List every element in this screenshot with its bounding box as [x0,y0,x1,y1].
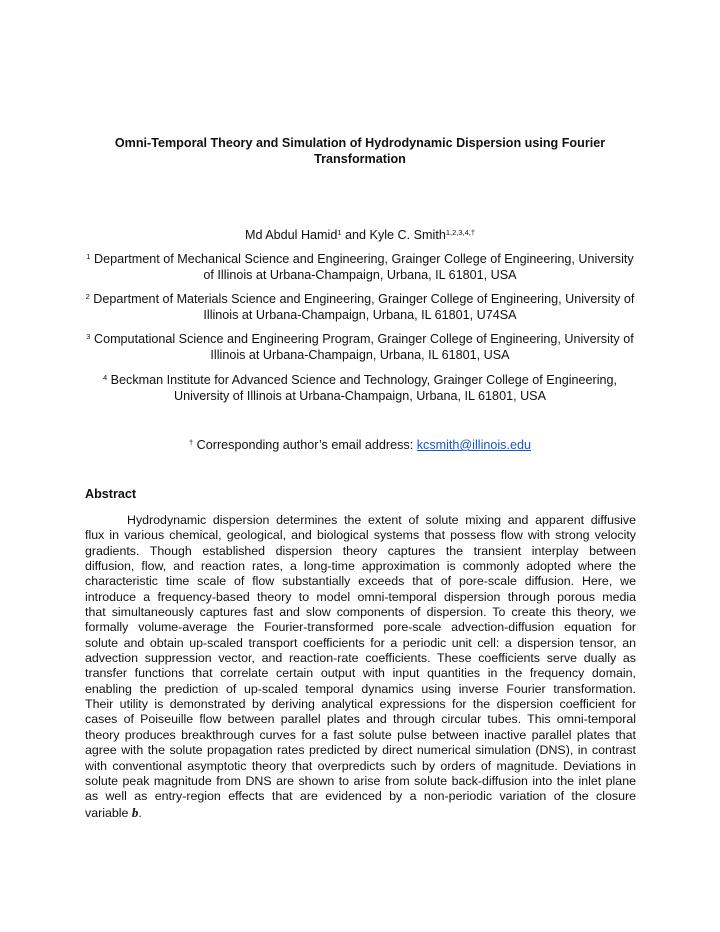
abstract-line: advection suppression vector, and reaction-rate coefficients. These coefficients serve dually as [85,651,636,666]
affiliation-text: Beckman Institute for Advanced Science and Technology, Grainger College of Engineering, University of Illinois at Urbana-Champaign, Urbana, IL 61801, USA [110,373,618,403]
abstract-line: formally volume-average the Fourier-transformed pore-scale advection-diffusion equation for [85,620,636,635]
email-link[interactable]: kcsmith@illinois.edu [416,438,531,452]
author-name: Kyle C. Smith [369,228,446,242]
affiliation-3 [85,331,635,363]
abstract-line: characteristic time scale of flow substantially exceeds that of pore-scale diffusion. Here, we [85,574,636,589]
abstract-line: introduce a frequency-based theory to model omni-temporal dispersion through porous media [85,589,636,604]
closure-variable: b [131,804,139,820]
affiliation-number: 3 [86,332,91,341]
affiliation-text: Department of Materials Science and Engineering, Grainger College of Engineering, University of Illinois at Urbana-Champaign, Urbana, IL 61801, U74SA [93,292,635,322]
abstract-line: Their utility is demonstrated by deriving analytical expressions for the dispersion coefficient for [85,697,636,712]
abstract-line: diffusion, flow, and reaction rates, a long-time approximation is commonly adopted where the [85,559,636,574]
affiliation-number: 1 [86,252,91,261]
corresponding-author [85,437,635,453]
author-conjunction: and [341,228,370,242]
affiliation-text: Computational Science and Engineering Program, Grainger College of Engineering, University of Illinois at Urbana-Champaign, Urbana, IL 61801, USA [93,332,634,362]
abstract-line: theory produces breakthrough curves for a fast solute pulse between inactive parallel plates that [85,727,636,742]
abstract-last-line [85,805,636,821]
abstract-line: agree with the solute propagation rates predicted by direct numerical simulation (DNS), in contrast [85,743,636,758]
author-affiliation-mark: 1 [337,228,342,237]
affiliation-number: 2 [85,292,90,301]
abstract-line: solute peak magnitude from DNS are shown to arise from solute back-diffusion into the inlet plane [85,773,636,788]
affiliation-4 [85,372,635,404]
affiliation-text: Department of Mechanical Science and Engineering, Grainger College of Engineering, University of Illinois at Urbana-Champaign, Urbana, IL 61801, USA [93,252,634,282]
dagger-mark: † [189,438,194,447]
affiliation-2 [85,291,635,323]
abstract-line: that simultaneously captures fast and slow components of dispersion. To create this theory, we [85,605,636,620]
abstract-body [85,513,636,821]
paper-title: Omni-Temporal Theory and Simulation of Hydrodynamic Dispersion using Fourier Transformation [114,136,606,166]
abstract-line: enabling the prediction of up-scaled temporal dynamics using inverse Fourier transformation. [85,681,636,696]
abstract-heading: Abstract [85,487,137,501]
abstract-text: . [138,805,142,820]
author-line [85,227,635,243]
abstract-line: transfer functions that correlate certain output with input quantities in the frequency domain, [85,666,636,681]
abstract-line: flux in various chemical, geological, and biological systems that possess flow with strong velocity [85,528,636,543]
abstract-line: cases of Poiseuille flow between parallel plates and through circular tubes. This omni-temporal [85,712,636,727]
author-name: Md Abdul Hamid [244,228,338,242]
author-affiliation-mark: 1,2,3,4,† [445,228,476,237]
affiliation-1 [85,251,635,283]
abstract-text: variable [85,805,132,820]
abstract-line: as well as entry-region effects that are evidenced by a non-periodic variation of the closure [85,789,636,804]
abstract-line: with conventional asymptotic theory that overpredicts such by orders of magnitude. Deviations in [85,758,636,773]
corresponding-label: Corresponding author’s email address: [193,438,417,452]
abstract-line: solute and obtain up-scaled transport coefficients for a periodic unit cell: a dispersion tensor, an [85,635,636,650]
abstract-line: Hydrodynamic dispersion determines the extent of solute mixing and apparent diffusive [127,513,636,527]
affiliation-number: 4 [102,373,108,382]
abstract-line: gradients. Though established dispersion theory captures the transient interplay between [85,543,636,558]
